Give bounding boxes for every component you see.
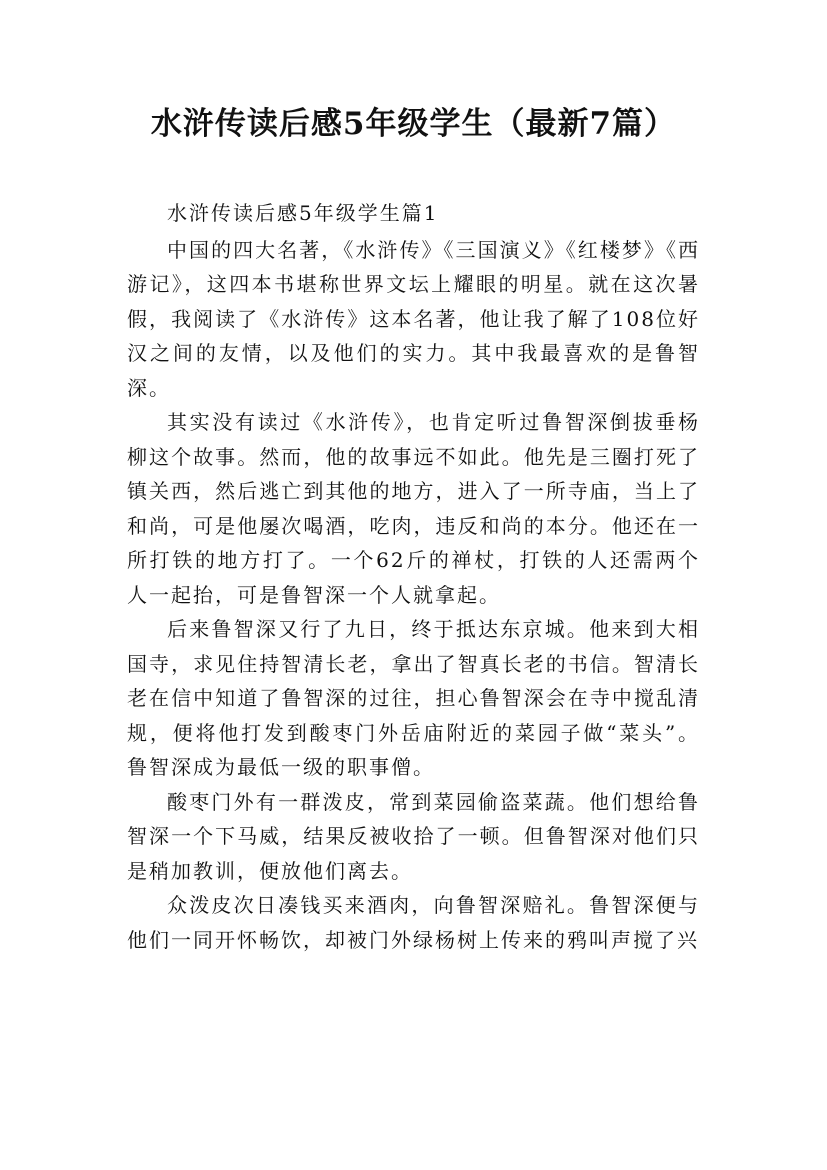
- paragraph: 其实没有读过《水浒传》，也肯定听过鲁智深倒拔垂杨柳这个故事。然而，他的故事远不如此。他先是三圈打死了镇关西，然后逃亡到其他的地方，进入了一所寺庙，当上了和尚，可是他屡次喝酒，吃肉，违反和尚的本分。他还在一所打铁的地方打了。一个62斤的禅杖，打铁的人还需两个人一起抬，可是鲁智深一个人就拿起。: [127, 410, 700, 607]
- paragraph: 众泼皮次日凑钱买来酒肉，向鲁智深赔礼。鲁智深便与他们一同开怀畅饮，却被门外绿杨树上传来的鸦叫声搅了兴: [127, 893, 700, 952]
- document-title: 水浒传读后感5年级学生（最新7篇）: [150, 106, 677, 142]
- document-body: [127, 196, 700, 957]
- paragraph: 中国的四大名著，《水浒传》《三国演义》《红楼梦》《西游记》，这四本书堪称世界文坛上耀眼的明星。就在这次暑假，我阅读了《水浒传》这本名著，他让我了解了108位好汉之间的友情，以及他们的实力。其中我最喜欢的是鲁智深。: [127, 237, 700, 400]
- paragraph: 后来鲁智深又行了九日，终于抵达东京城。他来到大相国寺，求见住持智清长老，拿出了智真长老的书信。智清长老在信中知道了鲁智深的过往，担心鲁智深会在寺中搅乱清规，便将他打发到酸枣门外岳庙附近的菜园子做“菜头”。鲁智深成为最低一级的职事僧。: [127, 617, 700, 779]
- section-heading: 水浒传读后感5年级学生篇1: [167, 201, 439, 225]
- paragraph: 酸枣门外有一群泼皮，常到菜园偷盗菜蔬。他们想给鲁智深一个下马威，结果反被收拾了一顿。但鲁智深对他们只是稍加教训，便放他们离去。: [127, 789, 700, 883]
